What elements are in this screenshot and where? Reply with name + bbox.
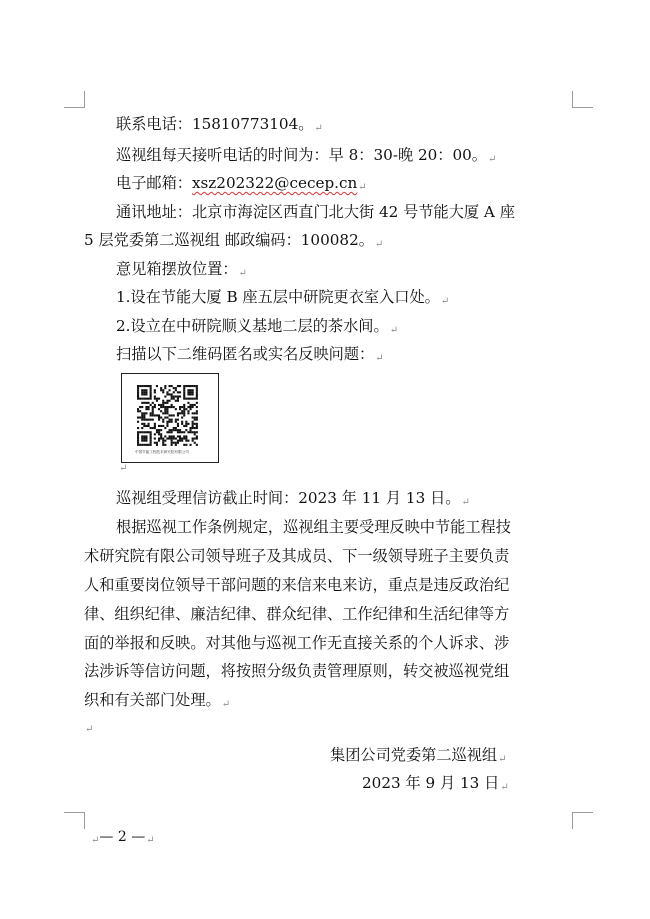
body-line-3: 人和重要岗位领导干部问题的来信来电来访，重点是违反政治纪: [84, 576, 510, 594]
qr-intro-line: [116, 344, 384, 369]
body-line-6: 法涉诉等信访问题，将按照分级负责管理原则，转交被巡视党组: [84, 662, 510, 680]
paragraph-mark: ↵: [314, 123, 323, 134]
contact-email-line: [116, 173, 367, 198]
paragraph-mark: ↵: [440, 296, 450, 307]
paragraph-mark: ↵: [374, 239, 384, 250]
page-number-footer: [90, 828, 155, 850]
mailbox-item-1: 1.设在节能大厦 B 座五层中研院更衣室入口处。: [116, 288, 440, 306]
mailbox-heading: 意见箱摆放位置：: [116, 260, 238, 278]
contact-phone-line: [116, 114, 323, 139]
contact-address-line2-row: [84, 230, 383, 255]
paragraph-mark: ↵: [91, 835, 100, 846]
email-link[interactable]: xsz202322@cecep.cn: [191, 174, 358, 192]
contact-hours-line: [116, 145, 496, 170]
paragraph-mark: ↵: [358, 182, 367, 193]
contact-address-line1: 通讯地址：北京市海淀区西直门北大街 42 号节能大厦 A 座: [116, 203, 515, 221]
paragraph-mark: ↵: [461, 497, 470, 508]
contact-phone: 联系电话：15810773104。: [116, 115, 314, 133]
crop-mark-top-right: [572, 91, 593, 108]
paragraph-mark: ↵: [500, 782, 509, 793]
paragraph-mark: ↵: [119, 463, 128, 474]
signature-date: 2023 年 9 月 13 日: [362, 774, 500, 792]
deadline-line: [116, 488, 470, 513]
mailbox-item-2-line: [116, 316, 398, 341]
contact-hours: 巡视组每天接听电话的时间为：早 8：30-晚 20：00。: [116, 146, 487, 164]
qr-code-image: [121, 373, 219, 463]
qr-intro: 扫描以下二维码匿名或实名反映问题：: [116, 345, 375, 363]
paragraph-mark: ↵: [488, 154, 497, 165]
email-label: 电子邮箱：: [116, 174, 192, 192]
paragraph-mark: ↵: [238, 268, 247, 279]
deadline: 巡视组受理信访截止时间：2023 年 11 月 13 日。: [116, 489, 461, 507]
empty-paragraph-mark: ↵: [85, 724, 94, 735]
body-line-1: 根据巡视工作条例规定，巡视组主要受理反映中节能工程技: [116, 518, 511, 536]
body-line-2: 术研究院有限公司领导班子及其成员、下一级领导班子主要负责: [84, 547, 510, 565]
body-line-7: 织和有关部门处理。: [84, 691, 221, 709]
paragraph-mark: ↵: [375, 353, 384, 364]
signature-org-line: [330, 745, 506, 770]
crop-mark-bottom-right: [572, 812, 593, 829]
paragraph-mark: ↵: [146, 835, 155, 846]
paragraph-mark: ↵: [389, 325, 399, 336]
page-number: — 2 —: [99, 829, 146, 845]
qr-code-graphic: [137, 385, 203, 447]
signature-org: 集团公司党委第二巡视组: [330, 746, 498, 764]
contact-address-line2: 5 层党委第二巡视组 邮政编码：100082。: [84, 231, 374, 249]
mailbox-item-2: 2.设立在中研院顺义基地二层的茶水间。: [116, 317, 389, 335]
crop-mark-top-left: [64, 91, 85, 108]
mailbox-item-1-line: [116, 287, 449, 312]
qr-caption: 中国节能工程技术研究院有限公司: [135, 450, 189, 454]
mailbox-heading-line: [116, 259, 247, 284]
signature-date-line: [362, 773, 509, 798]
paragraph-mark: ↵: [221, 699, 231, 710]
crop-mark-bottom-left: [64, 812, 85, 829]
paragraph-mark: ↵: [498, 754, 507, 765]
body-line-4: 律、组织纪律、廉洁纪律、群众纪律、工作纪律和生活纪律等方: [84, 605, 510, 623]
body-line-5: 面的举报和反映。对其他与巡视工作无直接关系的个人诉求、涉: [84, 634, 510, 652]
body-line-7-row: [84, 690, 230, 715]
